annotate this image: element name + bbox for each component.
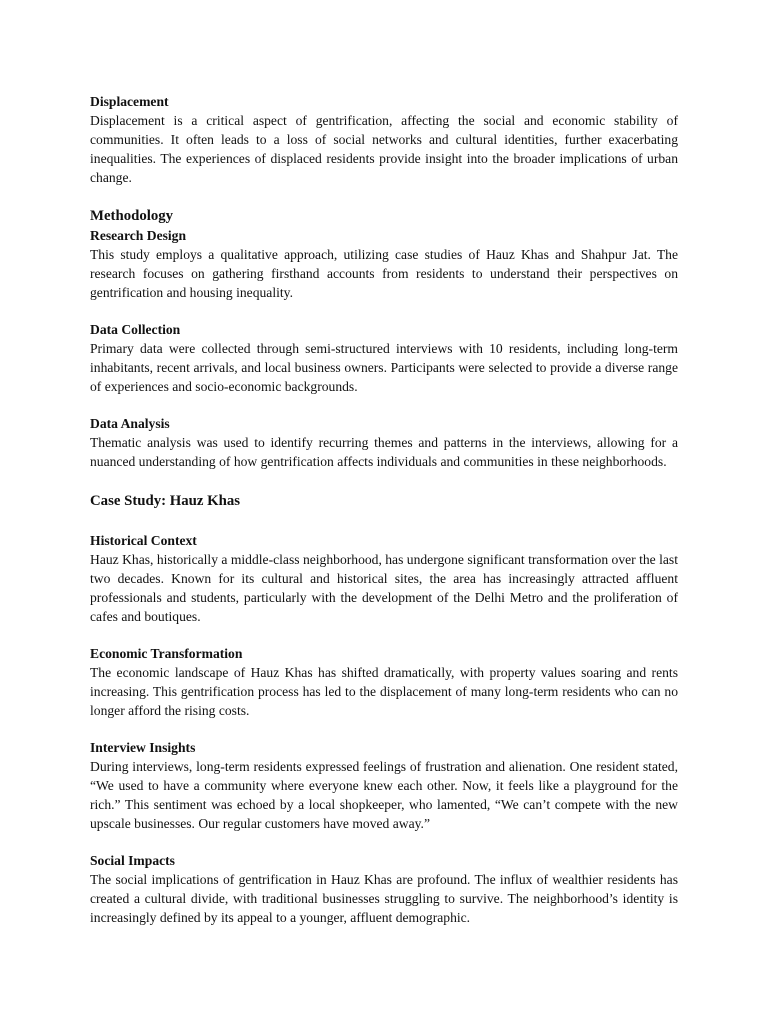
section-social-impacts [90,851,678,927]
section-data-collection [90,320,678,396]
section-data-analysis [90,414,678,471]
heading-social-impacts: Social Impacts [90,853,175,868]
heading-economic-transformation: Economic Transformation [90,646,243,661]
heading-data-collection: Data Collection [90,322,181,337]
heading-case-study: Case Study: Hauz Khas [90,493,241,509]
paragraph-social-impacts: The social implications of gentrification in Hauz Khas are profound. The influx of wealthier residents has created a cultural divide, with traditional businesses struggling to survive. The neighborhood’s identity is increasingly defined by its appeal to a younger, affluent demographic. [90,872,678,925]
paragraph-research-design: This study employs a qualitative approach, utilizing case studies of Hauz Khas and Shahpur Jat. The research focuses on gathering firsthand accounts from residents to understand their perspectives on gentrification and housing inequality. [90,247,678,300]
section-historical-context [90,531,678,626]
section-methodology [90,206,678,302]
section-economic-transformation [90,644,678,720]
section-displacement [90,92,678,187]
paragraph-historical-context: Hauz Khas, historically a middle-class neighborhood, has undergone significant transformation over the last two decades. Known for its cultural and historical sites, the area has increasingly attracted affluent professionals and students, particularly with the development of the Delhi Metro and the proliferation of cafes and boutiques. [90,552,678,624]
heading-interview-insights: Interview Insights [90,740,196,755]
heading-displacement: Displacement [90,94,169,109]
section-interview-insights [90,738,678,833]
paragraph-data-analysis: Thematic analysis was used to identify recurring themes and patterns in the interviews, allowing for a nuanced understanding of how gentrification affects individuals and communities in these neighborhoods. [90,435,678,469]
paragraph-data-collection: Primary data were collected through semi-structured interviews with 10 residents, including long-term inhabitants, recent arrivals, and local business owners. Participants were selected to provide a diverse range of experiences and socio-economic backgrounds. [90,341,678,394]
section-case-study [90,491,678,511]
paragraph-economic-transformation: The economic landscape of Hauz Khas has shifted dramatically, with property values soaring and rents increasing. This gentrification process has led to the displacement of many long-term residents who can no longer afford the rising costs. [90,665,678,718]
paragraph-interview-insights: During interviews, long-term residents expressed feelings of frustration and alienation. One resident stated, “We used to have a community where everyone knew each other. Now, it feels like a playground for the rich.” This sentiment was echoed by a local shopkeeper, who lamented, “We can’t compete with the new upscale businesses. Our regular customers have moved away.” [90,759,678,831]
heading-historical-context: Historical Context [90,533,197,548]
paragraph-displacement: Displacement is a critical aspect of gentrification, affecting the social and economic stability of communities. It often leads to a loss of social networks and cultural identities, further exacerbating inequalities. The experiences of displaced residents provide insight into the broader implications of urban change. [90,113,678,185]
heading-methodology: Methodology [90,208,174,224]
heading-research-design: Research Design [90,228,187,243]
heading-data-analysis: Data Analysis [90,416,170,431]
